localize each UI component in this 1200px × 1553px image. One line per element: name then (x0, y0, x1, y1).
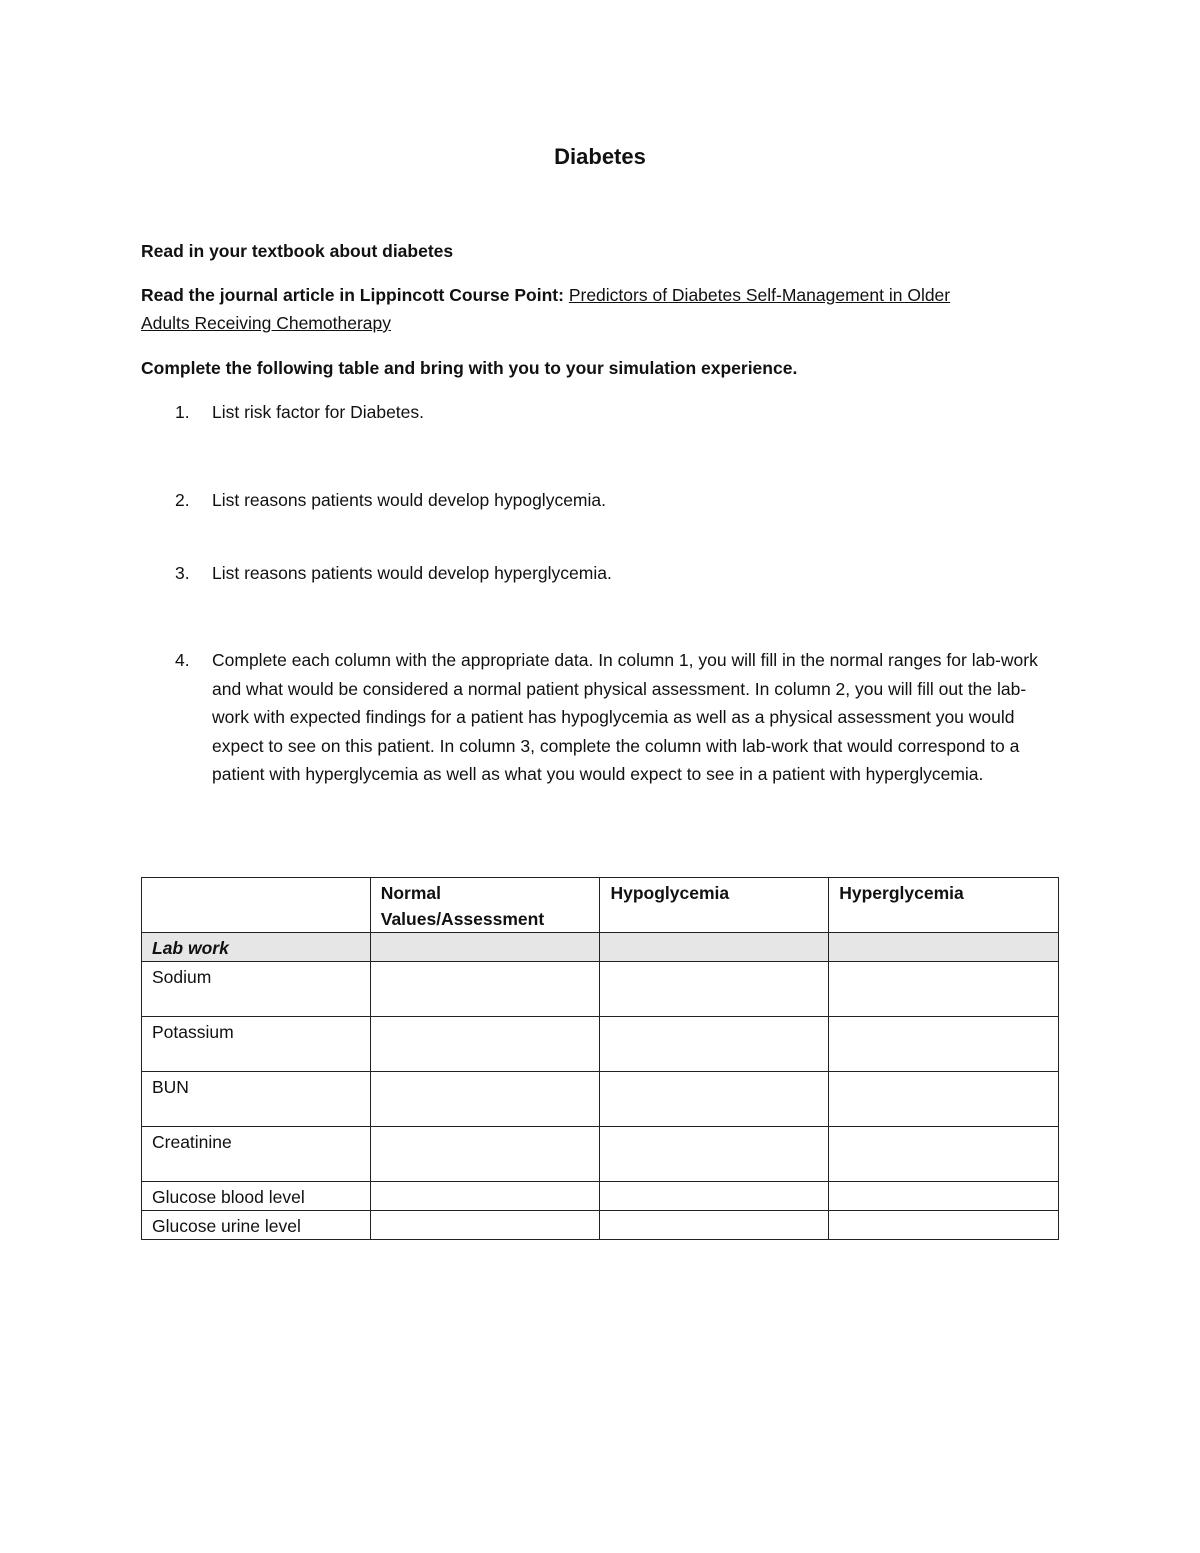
table-cell[interactable] (600, 1072, 829, 1127)
table-cell[interactable] (829, 1182, 1059, 1211)
table-cell[interactable] (600, 1017, 829, 1072)
question-text: List reasons patients would develop hyperglycemia. (212, 563, 612, 583)
table-cell[interactable] (600, 1127, 829, 1182)
lab-work-table (141, 877, 1059, 1240)
table-cell[interactable] (370, 1211, 600, 1240)
document-title: Diabetes (554, 144, 646, 169)
article-title-link-line1[interactable]: Predictors of Diabetes Self-Management in Older (568, 285, 951, 305)
article-instruction-prefix: Read the journal article in Lippincott Course Point: (141, 285, 564, 305)
question-number: 4. (175, 650, 190, 670)
table-cell[interactable] (370, 1072, 600, 1127)
question-text: List reasons patients would develop hypoglycemia. (212, 490, 606, 510)
table-section-row (142, 933, 1059, 962)
table-cell[interactable] (370, 1182, 600, 1211)
row-label: Sodium (142, 962, 371, 1017)
table-cell[interactable] (829, 1127, 1059, 1182)
header-cell-hypoglycemia: Hypoglycemia (600, 878, 829, 933)
table-row (142, 1017, 1059, 1072)
instruction-complete-table: Complete the following table and bring with you to your simulation experience. (141, 358, 798, 378)
row-label: Glucose blood level (142, 1182, 371, 1211)
table-row (142, 1072, 1059, 1127)
question-number: 1. (175, 402, 190, 422)
table-row (142, 962, 1059, 1017)
row-label: Potassium (142, 1017, 371, 1072)
section-label: Lab work (142, 933, 371, 962)
table-row (142, 1182, 1059, 1211)
table-cell[interactable] (829, 962, 1059, 1017)
table-row (142, 1211, 1059, 1240)
table-row (142, 1127, 1059, 1182)
header-cell-hyperglycemia: Hyperglycemia (829, 878, 1059, 933)
table-cell[interactable] (829, 1017, 1059, 1072)
table-cell[interactable] (829, 933, 1059, 962)
table-cell[interactable] (600, 933, 829, 962)
table-cell[interactable] (370, 933, 600, 962)
question-number: 2. (175, 490, 190, 510)
article-title-link-line2[interactable]: Adults Receiving Chemotherapy (141, 313, 391, 333)
table-cell[interactable] (370, 1127, 600, 1182)
table-cell[interactable] (370, 1017, 600, 1072)
header-cell-blank (142, 878, 371, 933)
table-cell[interactable] (600, 1182, 829, 1211)
instruction-read-textbook: Read in your textbook about diabetes (141, 241, 454, 261)
row-label: Creatinine (142, 1127, 371, 1182)
question-text: List risk factor for Diabetes. (212, 402, 425, 422)
question-number: 3. (175, 563, 190, 583)
table-header-row (142, 878, 1059, 933)
table-cell[interactable] (829, 1072, 1059, 1127)
row-label: BUN (142, 1072, 371, 1127)
question-text: Complete each column with the appropriate data. In column 1, you will fill in the normal ranges for lab-work and what would be considered a normal patient physical assessment. In column 2, you will fill out the lab-work with expected findings for a patient has hypoglycemia as well as a physical assessment you would expect to see on this patient. In column 3, complete the column with lab-work that would correspond to a patient with hyperglycemia as well as what you would expect to see in a patient with hyperglycemia. (212, 650, 1038, 785)
instruction-read-article (141, 281, 1041, 309)
row-label: Glucose urine level (142, 1211, 371, 1240)
table-cell[interactable] (829, 1211, 1059, 1240)
header-cell-normal: Normal Values/Assessment (370, 878, 600, 933)
table-cell[interactable] (600, 1211, 829, 1240)
table-cell[interactable] (600, 962, 829, 1017)
table-cell[interactable] (370, 962, 600, 1017)
